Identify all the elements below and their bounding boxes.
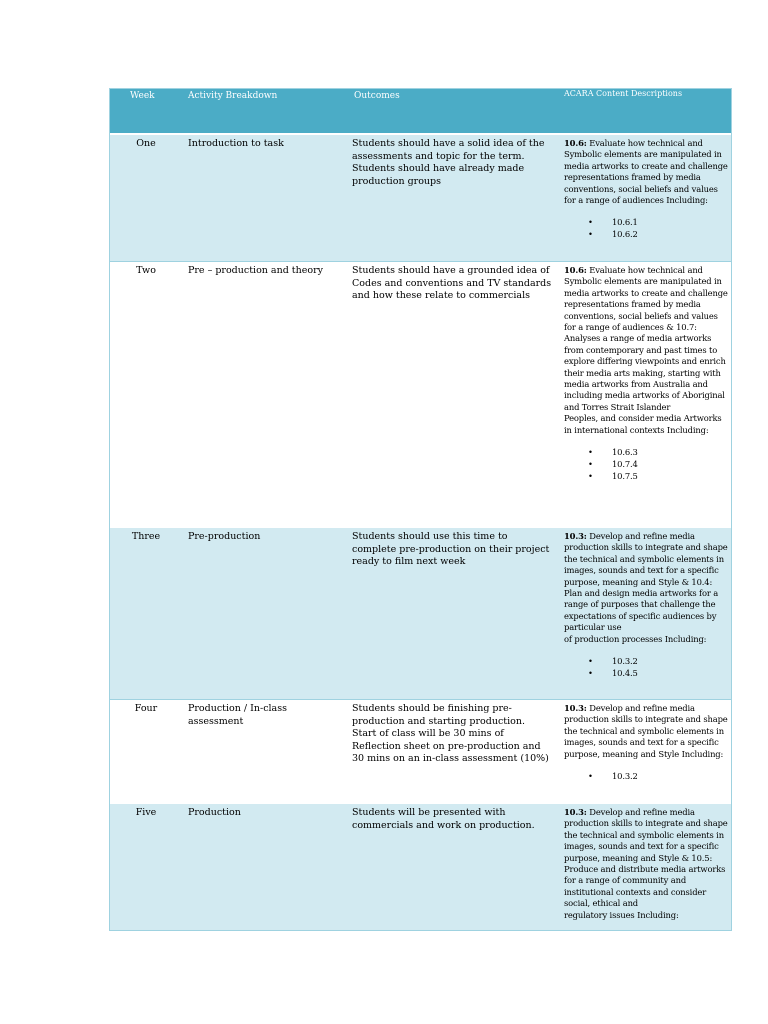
- list-item: • 10.7.4: [564, 459, 728, 471]
- list-item: • 10.4.5: [564, 668, 728, 680]
- acara-cell: [564, 700, 728, 783]
- acara-text: Evaluate how technical and Symbolic elements are manipulated in media artworks to create and challenge representations framed by media conventions, social beliefs and values for a range of audiences & 10.7: Analyses a range of media artworks from contemporary and past times to explore differing viewpoints and enrich their media arts making, starting with media artworks from Australia and including media artworks of Aboriginal and Torres Strait Islander Peoples, and consider media Artworks in international contexts Including:: [564, 265, 728, 435]
- acara-code: 10.3:: [564, 531, 587, 541]
- acara-text: Develop and refine media production skills to integrate and shape the technical and symbolic elements in images, sounds and text for a specific purpose, meaning and Style & 10.5: Produce and distribute media artworks for a range of community and institutional contexts and consider social, ethical and regulatory issues Including:: [564, 807, 728, 920]
- activity-cell: Pre – production and theory: [188, 265, 323, 276]
- acara-bullets: [564, 771, 728, 783]
- outcome-cell: Students should have a solid idea of the assessments and topic for the term. Students should have already made production groups: [352, 138, 545, 187]
- outcome-cell: Students will be presented with commercials and work on production.: [352, 807, 535, 831]
- acara-text: Develop and refine media production skills to integrate and shape the technical and symbolic elements in images, sounds and text for a specific purpose, meaning and Style & 10.4: Plan and design media artworks for a range of purposes that challenge the expectations of specific audiences by particular use of production processes Including:: [564, 531, 728, 644]
- activity-cell: Introduction to task: [188, 138, 284, 149]
- acara-code: 10.6:: [564, 265, 587, 275]
- header-outcomes: Outcomes: [354, 91, 400, 101]
- list-item: • 10.3.2: [564, 656, 728, 668]
- week-cell: Two: [136, 265, 156, 276]
- list-item: • 10.6.1: [564, 217, 728, 229]
- list-item: • 10.7.5: [564, 471, 728, 483]
- schedule-table: [109, 88, 732, 931]
- activity-cell: Production / In-class assessment: [188, 703, 287, 727]
- outcome-cell: Students should use this time to complete pre-production on their project ready to film next week: [352, 531, 550, 568]
- table-row: [109, 802, 732, 931]
- acara-code: 10.6:: [564, 138, 587, 148]
- week-cell: Five: [135, 807, 157, 818]
- table-row: [109, 699, 732, 802]
- table-header: [109, 88, 732, 133]
- acara-cell: [564, 135, 728, 241]
- table-row: [109, 133, 732, 261]
- header-acara: ACARA Content Descriptions: [564, 89, 683, 98]
- acara-bullets: [564, 656, 728, 680]
- acara-bullets: [564, 447, 728, 483]
- table-row: [109, 261, 732, 526]
- header-activity: Activity Breakdown: [188, 91, 278, 101]
- acara-code: 10.3:: [564, 807, 587, 817]
- acara-text: Evaluate how technical and Symbolic elements are manipulated in media artworks to create and challenge representations framed by media conventions, social beliefs and values for a range of audiences Including:: [564, 138, 728, 206]
- header-week: Week: [130, 91, 155, 101]
- activity-cell: Pre-production: [188, 531, 261, 542]
- week-cell: Four: [134, 703, 158, 714]
- acara-cell: [564, 262, 728, 483]
- week-cell: Three: [131, 531, 161, 542]
- table-row: [109, 526, 732, 699]
- acara-cell: [564, 804, 728, 921]
- outcome-cell: Students should have a grounded idea of Codes and conventions and TV standards and how these relate to commercials: [352, 265, 552, 302]
- acara-bullets: [564, 217, 728, 241]
- list-item: • 10.6.2: [564, 229, 728, 241]
- week-cell: One: [136, 138, 156, 149]
- list-item: • 10.6.3: [564, 447, 728, 459]
- list-item: • 10.3.2: [564, 771, 728, 783]
- acara-cell: [564, 528, 728, 680]
- acara-code: 10.3:: [564, 703, 587, 713]
- activity-cell: Production: [188, 807, 241, 818]
- acara-text: Develop and refine media production skills to integrate and shape the technical and symbolic elements in images, sounds and text for a specific purpose, meaning and Style Including:: [564, 703, 728, 759]
- outcome-cell: Students should be finishing pre-production and starting production. Start of class will be 30 mins of Reflection sheet on pre-production and 30 mins on an in-class assessment (10%): [352, 703, 549, 765]
